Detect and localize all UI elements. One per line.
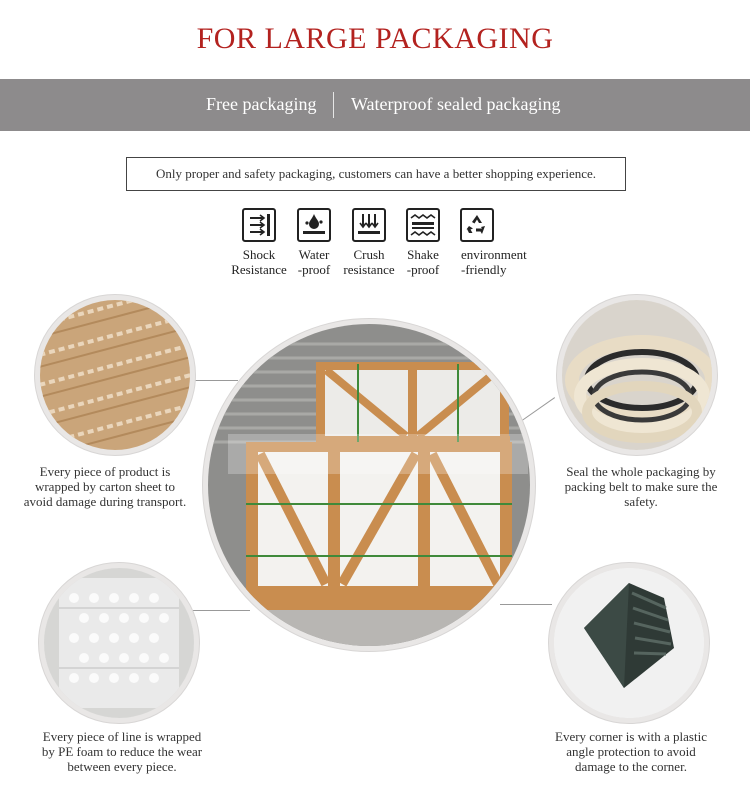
feature-label: Crush resistance <box>343 247 395 277</box>
connector-line <box>500 604 552 605</box>
caption-carton: Every piece of product is wrapped by carton sheet to avoid damage during transport. <box>23 464 187 509</box>
shock-icon <box>242 208 276 242</box>
shake-icon <box>406 208 440 242</box>
packing-belt-photo <box>562 300 712 450</box>
feature-label: environment -friendly <box>461 247 527 277</box>
crush-icon <box>352 208 386 242</box>
banner-divider <box>333 92 334 118</box>
caption-belt: Seal the whole packaging by packing belt to make sure the safety. <box>564 464 718 509</box>
feature-environment <box>457 208 543 277</box>
connector-line <box>190 380 238 381</box>
banner-free-packaging: Free packaging <box>206 94 317 114</box>
water-icon <box>297 208 331 242</box>
connector-line <box>522 397 555 421</box>
connector-line <box>192 610 250 611</box>
crate-photo <box>208 324 530 646</box>
feature-label: Shock Resistance <box>231 247 287 277</box>
feature-shake <box>388 208 458 277</box>
carton-sheet-photo <box>40 300 190 450</box>
feature-label: Shake -proof <box>406 247 440 277</box>
caption-corner: Every corner is with a plastic angle protection to avoid damage to the corner. <box>555 729 707 774</box>
corner-protector-photo <box>554 568 704 718</box>
recycle-icon <box>460 208 494 242</box>
page-title: FOR LARGE PACKAGING <box>196 22 554 55</box>
caption-foam: Every piece of line is wrapped by PE foam to reduce the wear between every piece. <box>41 729 203 774</box>
feature-label: Water -proof <box>297 247 331 277</box>
banner <box>0 79 750 131</box>
tagline-box: Only proper and safety packaging, customers can have a better shopping experience. <box>126 157 626 191</box>
pe-foam-photo <box>44 568 194 718</box>
banner-waterproof-packaging: Waterproof sealed packaging <box>351 94 561 114</box>
